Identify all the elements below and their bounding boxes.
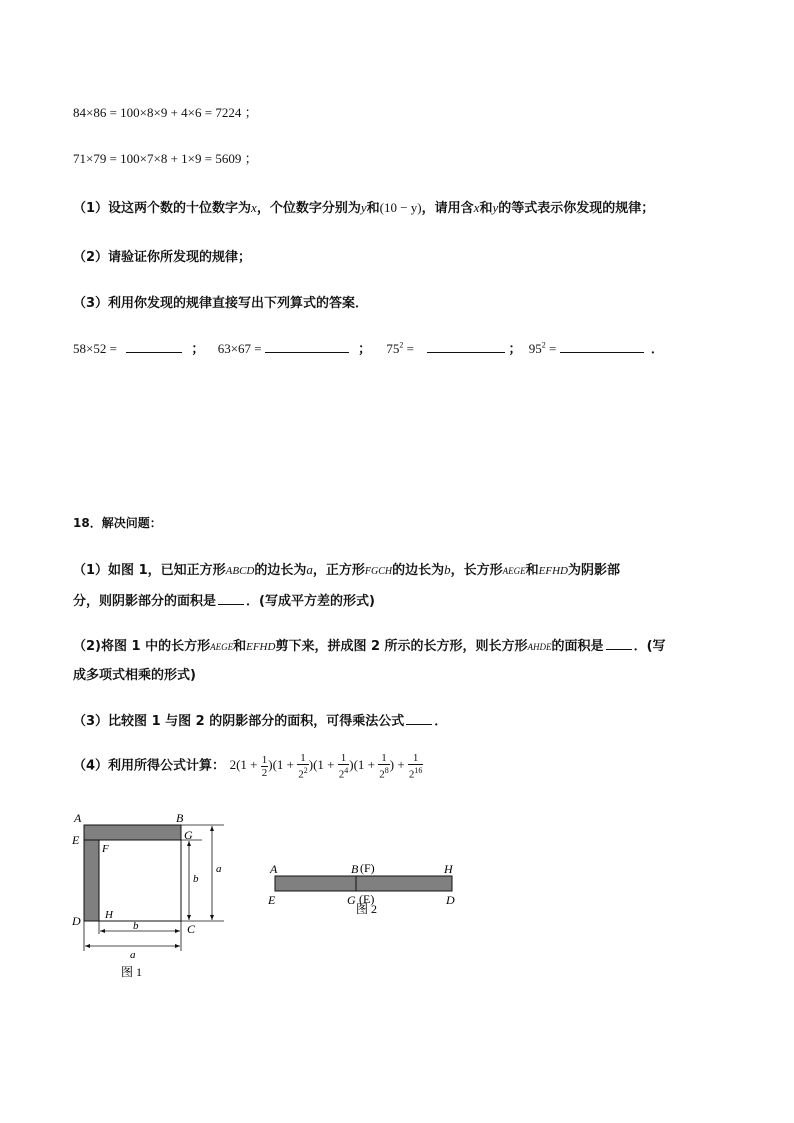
fig2-label-B: B bbox=[351, 862, 359, 876]
expr-10-minus-y: (10 − y) bbox=[379, 200, 422, 215]
label-efhd-2: EFHD bbox=[246, 641, 276, 653]
fig2-caption: 图 2 bbox=[356, 902, 378, 916]
q17-calc-row bbox=[73, 338, 664, 357]
calc-63x67: 63×67 = bbox=[217, 341, 262, 356]
answer-blank-q18-2[interactable] bbox=[606, 637, 632, 650]
q17-p1-text-d: ，请用含 bbox=[421, 201, 474, 216]
var-y: y bbox=[360, 200, 367, 215]
q17-p1-text-f: 的等式表示你发现的规律； bbox=[498, 201, 655, 216]
q18-part4: （4）利用所得公式计算： 2(1 + $\frac{1}{2}$ )(1 + $\frac{1}{2^2}$ )(1 + $\frac{1}{2^4}$ )(1 + $\frac{1}{2^8}$ ) + $\frac{1}{2^{16}}$ bbox=[73, 752, 423, 781]
answer-blank-1[interactable] bbox=[126, 340, 182, 353]
fig1-label-b-bottom: b bbox=[133, 920, 139, 932]
label-abcd: ABCD bbox=[225, 565, 255, 577]
fig1-label-a-bottom: a bbox=[130, 949, 136, 961]
example-equation-1: 84×86 = 100×8×9 + 4×6 = 7224 ； bbox=[73, 105, 258, 120]
fig1-label-E: E bbox=[72, 833, 80, 847]
var-x: x bbox=[251, 200, 257, 215]
label-aege: AEGE bbox=[502, 566, 526, 576]
fig1-label-G: G bbox=[184, 828, 193, 842]
figure-2 bbox=[262, 856, 472, 920]
fig1-label-b-right: b bbox=[193, 873, 199, 885]
shaded-rect-left bbox=[84, 840, 99, 921]
fig1-label-A: A bbox=[74, 811, 82, 825]
calc-58x52: 58×52 = bbox=[73, 341, 117, 356]
fig2-label-A: A bbox=[270, 862, 278, 876]
q17-part1 bbox=[73, 197, 654, 216]
q17-part3: （3）利用你发现的规律直接写出下列算式的答案． bbox=[73, 296, 369, 311]
answer-blank-2[interactable] bbox=[265, 340, 349, 353]
q18-part1-line2: 分，则阴影部分的面积是 ．(写成平方差的形式) bbox=[73, 594, 375, 609]
fig2-shaded-right bbox=[356, 876, 452, 891]
label-fgch: FGCH bbox=[364, 566, 393, 577]
fig2-shaded-left bbox=[275, 876, 356, 891]
fig2-label-E-paren: (E) bbox=[359, 892, 375, 906]
figure-1 bbox=[66, 806, 246, 982]
fig2-label-E: E bbox=[268, 893, 276, 907]
fig1-caption: 图 1 bbox=[121, 965, 143, 979]
q18-part2-line2: 成多项式相乘的形式) bbox=[73, 668, 196, 683]
separator-3: ； bbox=[508, 341, 522, 356]
var-x-2: x bbox=[473, 200, 480, 215]
label-efhd: EFHD bbox=[538, 565, 568, 577]
formula-product: 2(1 + $\frac{1}{2}$ )(1 + $\frac{1}{2^2}$ )(1 + $\frac{1}{2^4}$ )(1 + $\frac{1}{2^8}$ ) + $\frac{1}{2^{16}}$ bbox=[229, 752, 423, 781]
q18-part1-line1: （1）如图 1，已知正方形ABCD的边长为a，正方形FGCH的边长为b，长方形AEGE和EFHD为阴影部 bbox=[73, 562, 621, 578]
answer-blank-3[interactable] bbox=[427, 340, 505, 353]
q17-p1-text-e: 和 bbox=[479, 201, 493, 216]
label-aege-2: AEGE bbox=[210, 642, 234, 652]
calc-75-squared: $75^2$ = bbox=[386, 340, 414, 356]
q17-p1-text-a: （1）设这两个数的十位数字为 bbox=[73, 201, 252, 216]
separator-1: ； bbox=[191, 341, 205, 356]
answer-blank-q18-3[interactable] bbox=[406, 712, 432, 725]
calc-95-squared: $95^2$ = bbox=[528, 340, 557, 356]
q17-p1-text-b: ，个位数字分别为 bbox=[256, 201, 361, 216]
fig1-label-B: B bbox=[176, 811, 184, 825]
fig1-label-a-right: a bbox=[216, 863, 222, 875]
fig2-label-H: H bbox=[444, 862, 453, 876]
fig2-label-G: G bbox=[347, 893, 356, 907]
separator-2: ； bbox=[358, 341, 372, 356]
var-a: a bbox=[306, 562, 313, 577]
fig1-label-D: D bbox=[72, 914, 81, 928]
var-y-2: y bbox=[492, 200, 499, 215]
fig1-label-H: H bbox=[105, 909, 113, 921]
q18-title: 18．解决问题： bbox=[73, 516, 162, 530]
q18-part2-line1: （2)将图 1 中的长方形AEGE和EFHD剪下来，拼成图 2 所示的长方形，则长方形AHDE的面积是 ．(写 bbox=[73, 639, 666, 654]
shaded-rect-top bbox=[84, 825, 181, 840]
q18-part3: （3）比较图 1 与图 2 的阴影部分的面积，可得乘法公式 ． bbox=[73, 714, 448, 729]
calc-end-period: ． bbox=[650, 341, 664, 356]
label-ahde: AHDE bbox=[527, 642, 552, 652]
answer-blank-q18-1[interactable] bbox=[218, 592, 244, 605]
fig2-label-F-paren: (F) bbox=[360, 861, 375, 875]
fig2-label-D: D bbox=[446, 893, 455, 907]
q17-p1-text-c: 和 bbox=[366, 201, 380, 216]
answer-blank-4[interactable] bbox=[560, 340, 644, 353]
var-b: b bbox=[444, 562, 451, 577]
q17-part2: （2）请验证你所发现的规律； bbox=[73, 250, 252, 265]
fig1-label-F: F bbox=[102, 843, 109, 855]
fig1-label-C: C bbox=[187, 922, 196, 936]
example-equation-2: 71×79 = 100×7×8 + 1×9 = 5609 ； bbox=[73, 151, 258, 166]
